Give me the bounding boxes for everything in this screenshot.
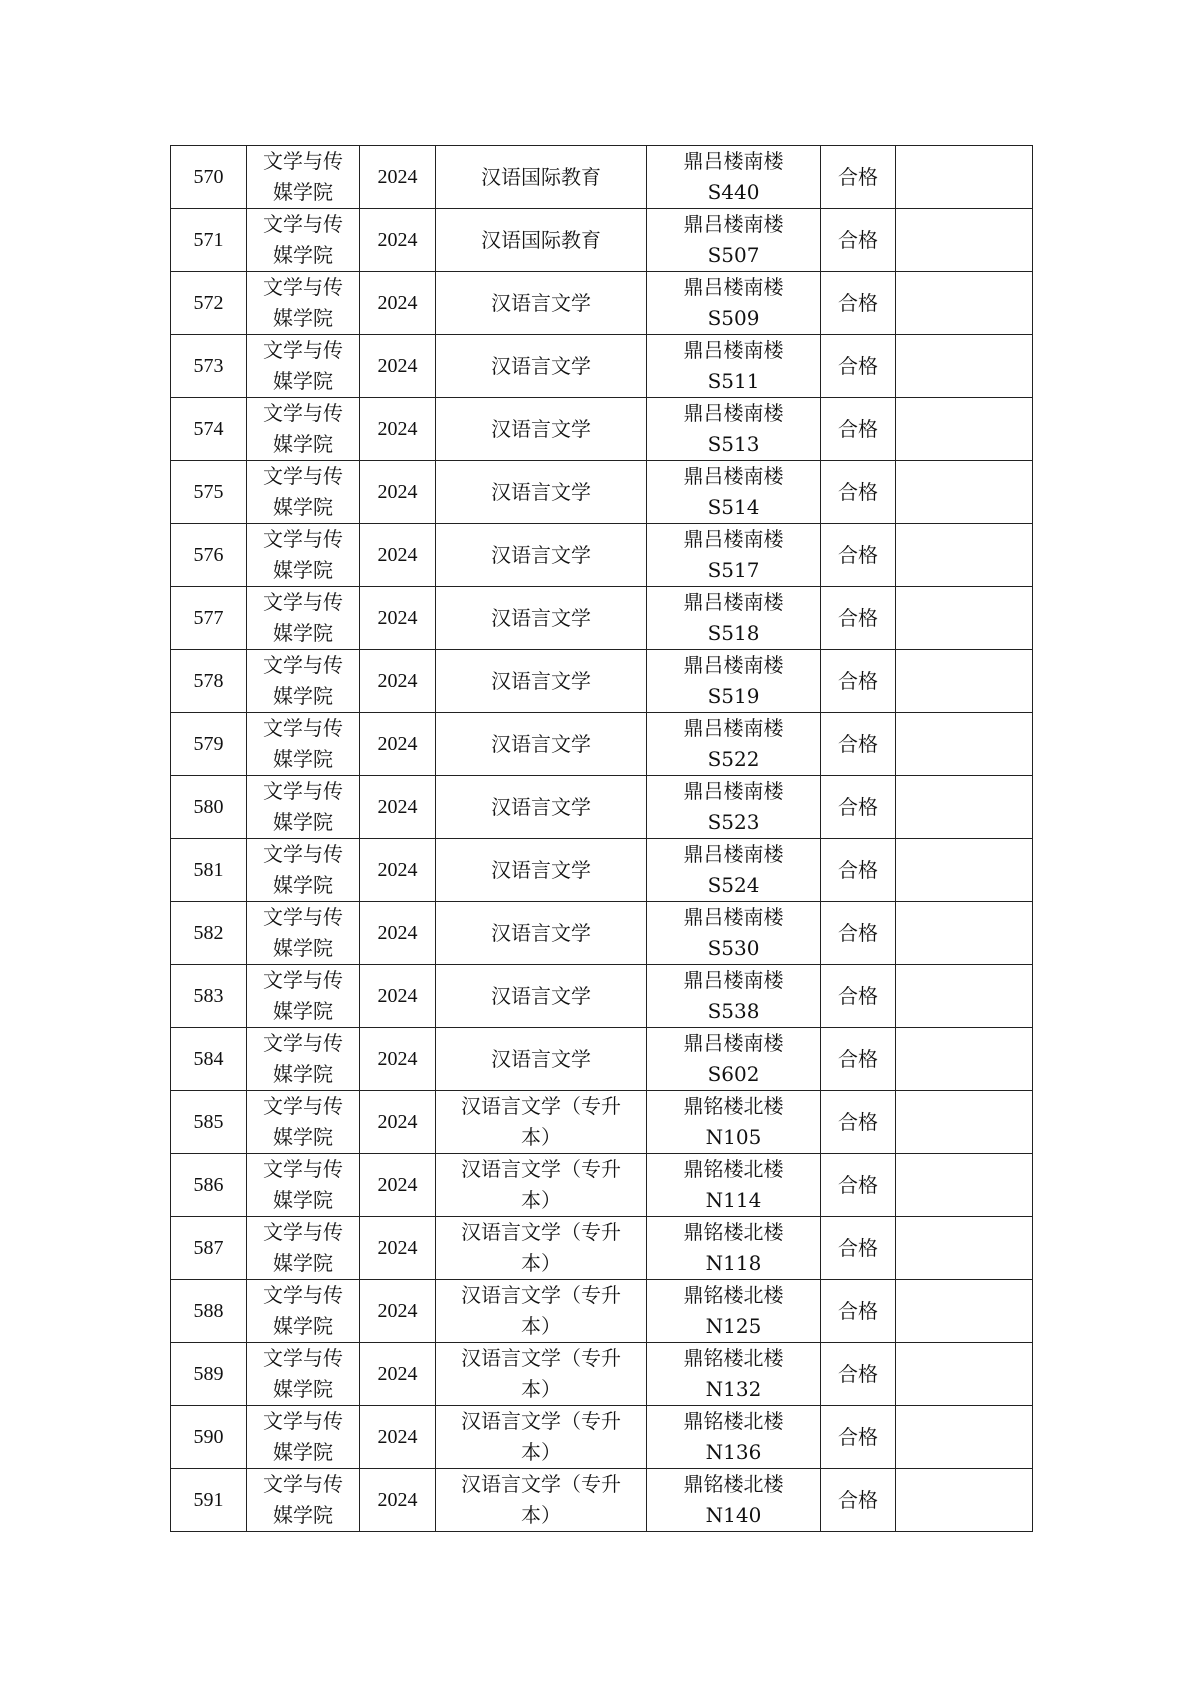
table-row (171, 713, 1033, 776)
cell-college-line: 媒学院 (273, 747, 333, 771)
cell-major-line: 本） (521, 1503, 561, 1527)
cell-room (647, 1091, 821, 1154)
cell-major-line: 本） (521, 1188, 561, 1212)
cell-major (436, 1469, 647, 1532)
cell-result: 合格 (821, 1217, 896, 1280)
cell-major-line: 本） (521, 1125, 561, 1149)
cell-note (896, 335, 1033, 398)
cell-room (647, 965, 821, 1028)
cell-result: 合格 (821, 776, 896, 839)
cell-note (896, 965, 1033, 1028)
cell-college-line: 文学与传 (263, 653, 343, 677)
cell-note (896, 1280, 1033, 1343)
cell-college-line: 文学与传 (263, 1031, 343, 1055)
cell-note (896, 1469, 1033, 1532)
cell-college-line: 文学与传 (263, 779, 343, 803)
cell-note (896, 146, 1033, 209)
cell-major (436, 1154, 647, 1217)
cell-college-line: 媒学院 (273, 1251, 333, 1275)
cell-college (247, 902, 360, 965)
cell-note (896, 1343, 1033, 1406)
cell-college-line: 文学与传 (263, 149, 343, 173)
cell-major (436, 209, 647, 272)
table-row (171, 1406, 1033, 1469)
cell-room-line: S511 (707, 369, 760, 393)
cell-major (436, 1280, 647, 1343)
cell-note (896, 524, 1033, 587)
cell-result: 合格 (821, 1469, 896, 1532)
cell-year: 2024 (360, 650, 436, 713)
cell-number: 585 (171, 1091, 247, 1154)
cell-college-line: 文学与传 (263, 401, 343, 425)
cell-number: 572 (171, 272, 247, 335)
cell-room-line: 鼎吕楼南楼 (683, 842, 784, 866)
table-row (171, 650, 1033, 713)
cell-room-line: 鼎吕楼南楼 (683, 905, 784, 929)
cell-major-line: 本） (521, 1377, 561, 1401)
cell-room-line: S513 (707, 432, 760, 456)
cell-year: 2024 (360, 1406, 436, 1469)
table-row (171, 839, 1033, 902)
cell-number: 573 (171, 335, 247, 398)
cell-college-line: 媒学院 (273, 1377, 333, 1401)
cell-note (896, 650, 1033, 713)
cell-major (436, 839, 647, 902)
cell-year: 2024 (360, 146, 436, 209)
cell-room-line: S517 (707, 558, 760, 582)
cell-college-line: 文学与传 (263, 842, 343, 866)
cell-note (896, 1091, 1033, 1154)
cell-year: 2024 (360, 209, 436, 272)
cell-year: 2024 (360, 398, 436, 461)
cell-room (647, 1280, 821, 1343)
cell-college-line: 文学与传 (263, 1346, 343, 1370)
cell-note (896, 776, 1033, 839)
cell-major-line: 汉语国际教育 (481, 164, 601, 189)
cell-college-line: 文学与传 (263, 212, 343, 236)
cell-major (436, 1028, 647, 1091)
cell-room-line: 鼎吕楼南楼 (683, 653, 784, 677)
cell-year: 2024 (360, 839, 436, 902)
cell-result: 合格 (821, 650, 896, 713)
cell-number: 588 (171, 1280, 247, 1343)
cell-major (436, 461, 647, 524)
cell-room (647, 776, 821, 839)
cell-room-line: 鼎吕楼南楼 (683, 590, 784, 614)
cell-major-line: 本） (521, 1251, 561, 1275)
cell-room (647, 398, 821, 461)
cell-college (247, 776, 360, 839)
cell-note (896, 902, 1033, 965)
cell-note (896, 839, 1033, 902)
cell-room-line: 鼎吕楼南楼 (683, 275, 784, 299)
cell-room-line: N118 (705, 1251, 762, 1275)
cell-note (896, 461, 1033, 524)
cell-year: 2024 (360, 1469, 436, 1532)
table-row (171, 1469, 1033, 1532)
cell-note (896, 1406, 1033, 1469)
cell-result: 合格 (821, 1343, 896, 1406)
cell-college-line: 媒学院 (273, 1503, 333, 1527)
cell-room (647, 1028, 821, 1091)
cell-number: 583 (171, 965, 247, 1028)
cell-room-line: S530 (707, 936, 760, 960)
cell-major-line: 汉语言文学（专升 (461, 1094, 621, 1118)
cell-room-line: 鼎吕楼南楼 (683, 527, 784, 551)
cell-major-line: 汉语言文学（专升 (461, 1220, 621, 1244)
table-row (171, 461, 1033, 524)
cell-college-line: 媒学院 (273, 432, 333, 456)
cell-result: 合格 (821, 1406, 896, 1469)
cell-room-line: 鼎吕楼南楼 (683, 338, 784, 362)
cell-college (247, 524, 360, 587)
cell-college (247, 1469, 360, 1532)
cell-result: 合格 (821, 587, 896, 650)
cell-number: 581 (171, 839, 247, 902)
cell-college (247, 713, 360, 776)
cell-room-line: 鼎铭楼北楼 (683, 1283, 784, 1307)
cell-year: 2024 (360, 776, 436, 839)
cell-result: 合格 (821, 839, 896, 902)
table-row (171, 146, 1033, 209)
cell-year: 2024 (360, 1154, 436, 1217)
cell-year: 2024 (360, 335, 436, 398)
table-row (171, 398, 1033, 461)
cell-major-line: 汉语言文学（专升 (461, 1472, 621, 1496)
cell-major (436, 1091, 647, 1154)
cell-number: 591 (171, 1469, 247, 1532)
cell-major (436, 524, 647, 587)
cell-college (247, 1343, 360, 1406)
cell-major-line: 汉语言文学（专升 (461, 1409, 621, 1433)
cell-major-line: 汉语言文学 (491, 605, 591, 630)
cell-number: 579 (171, 713, 247, 776)
cell-college-line: 媒学院 (273, 180, 333, 204)
cell-college-line: 文学与传 (263, 968, 343, 992)
cell-major-line: 汉语言文学 (491, 290, 591, 315)
cell-room (647, 524, 821, 587)
cell-room-line: S524 (707, 873, 760, 897)
cell-number: 580 (171, 776, 247, 839)
cell-year: 2024 (360, 1091, 436, 1154)
cell-major (436, 1343, 647, 1406)
cell-room-line: S507 (707, 243, 760, 267)
cell-major-line: 本） (521, 1314, 561, 1338)
cell-major-line: 汉语言文学 (491, 416, 591, 441)
cell-room-line: 鼎吕楼南楼 (683, 1031, 784, 1055)
cell-college-line: 媒学院 (273, 243, 333, 267)
cell-result: 合格 (821, 146, 896, 209)
cell-college-line: 媒学院 (273, 684, 333, 708)
cell-number: 589 (171, 1343, 247, 1406)
cell-major-line: 汉语言文学（专升 (461, 1157, 621, 1181)
cell-result: 合格 (821, 461, 896, 524)
table-row (171, 587, 1033, 650)
cell-result: 合格 (821, 272, 896, 335)
cell-number: 578 (171, 650, 247, 713)
cell-year: 2024 (360, 1343, 436, 1406)
cell-year: 2024 (360, 272, 436, 335)
cell-note (896, 1217, 1033, 1280)
table-row (171, 965, 1033, 1028)
cell-college-line: 文学与传 (263, 1157, 343, 1181)
cell-major-line: 汉语言文学 (491, 794, 591, 819)
table-row (171, 524, 1033, 587)
cell-college-line: 文学与传 (263, 527, 343, 551)
cell-room-line: 鼎铭楼北楼 (683, 1157, 784, 1181)
cell-major-line: 本） (521, 1440, 561, 1464)
cell-major (436, 146, 647, 209)
cell-year: 2024 (360, 965, 436, 1028)
cell-room-line: 鼎吕楼南楼 (683, 779, 784, 803)
cell-room (647, 335, 821, 398)
cell-college (247, 1154, 360, 1217)
cell-major (436, 335, 647, 398)
cell-room-line: S509 (707, 306, 760, 330)
cell-room (647, 209, 821, 272)
cell-college-line: 文学与传 (263, 1409, 343, 1433)
cell-college (247, 398, 360, 461)
cell-room-line: S602 (707, 1062, 760, 1086)
cell-major-line: 汉语言文学 (491, 983, 591, 1008)
table-body (171, 146, 1033, 1532)
cell-year: 2024 (360, 1280, 436, 1343)
cell-room-line: 鼎铭楼北楼 (683, 1409, 784, 1433)
cell-year: 2024 (360, 902, 436, 965)
cell-number: 570 (171, 146, 247, 209)
cell-room-line: 鼎吕楼南楼 (683, 212, 784, 236)
cell-number: 577 (171, 587, 247, 650)
cell-college-line: 文学与传 (263, 716, 343, 740)
cell-major-line: 汉语言文学 (491, 731, 591, 756)
cell-major (436, 1217, 647, 1280)
cell-major-line: 汉语言文学（专升 (461, 1283, 621, 1307)
cell-college-line: 媒学院 (273, 306, 333, 330)
cell-room (647, 1469, 821, 1532)
cell-major (436, 902, 647, 965)
cell-college (247, 839, 360, 902)
cell-result: 合格 (821, 1091, 896, 1154)
cell-college (247, 1217, 360, 1280)
cell-college (247, 272, 360, 335)
cell-major (436, 587, 647, 650)
cell-college (247, 965, 360, 1028)
cell-college-line: 媒学院 (273, 1440, 333, 1464)
table-row (171, 1154, 1033, 1217)
cell-room-line: 鼎铭楼北楼 (683, 1346, 784, 1370)
table-row (171, 776, 1033, 839)
cell-room-line: S440 (707, 180, 760, 204)
cell-college-line: 媒学院 (273, 936, 333, 960)
cell-year: 2024 (360, 461, 436, 524)
cell-room (647, 839, 821, 902)
cell-college-line: 文学与传 (263, 1283, 343, 1307)
cell-result: 合格 (821, 209, 896, 272)
cell-number: 582 (171, 902, 247, 965)
cell-result: 合格 (821, 524, 896, 587)
table-row (171, 1217, 1033, 1280)
cell-room-line: N136 (705, 1440, 762, 1464)
cell-note (896, 272, 1033, 335)
cell-room-line: N140 (705, 1503, 762, 1527)
cell-major-line: 汉语言文学 (491, 668, 591, 693)
cell-room-line: N125 (705, 1314, 762, 1338)
cell-room-line: S519 (707, 684, 760, 708)
cell-room (647, 713, 821, 776)
cell-college-line: 媒学院 (273, 873, 333, 897)
table-row (171, 272, 1033, 335)
cell-room-line: S523 (707, 810, 760, 834)
cell-major-line: 汉语国际教育 (481, 227, 601, 252)
cell-college (247, 146, 360, 209)
cell-room-line: N105 (705, 1125, 762, 1149)
cell-college-line: 媒学院 (273, 621, 333, 645)
cell-number: 575 (171, 461, 247, 524)
cell-college (247, 209, 360, 272)
table-row (171, 335, 1033, 398)
cell-major-line: 汉语言文学 (491, 542, 591, 567)
cell-note (896, 1028, 1033, 1091)
cell-college-line: 媒学院 (273, 810, 333, 834)
cell-room-line: S538 (707, 999, 760, 1023)
cell-note (896, 209, 1033, 272)
cell-major (436, 650, 647, 713)
cell-year: 2024 (360, 1028, 436, 1091)
cell-result: 合格 (821, 902, 896, 965)
table-row (171, 902, 1033, 965)
cell-note (896, 1154, 1033, 1217)
cell-room (647, 1406, 821, 1469)
cell-major-line: 汉语言文学 (491, 857, 591, 882)
table-row (171, 1028, 1033, 1091)
cell-major-line: 汉语言文学 (491, 920, 591, 945)
cell-college-line: 媒学院 (273, 1062, 333, 1086)
table-row (171, 1280, 1033, 1343)
cell-room (647, 272, 821, 335)
cell-number: 587 (171, 1217, 247, 1280)
cell-room-line: N132 (705, 1377, 762, 1401)
cell-room (647, 587, 821, 650)
cell-room (647, 1343, 821, 1406)
cell-major (436, 1406, 647, 1469)
inspection-results-table (170, 145, 1033, 1532)
cell-college (247, 650, 360, 713)
cell-major (436, 713, 647, 776)
cell-college-line: 媒学院 (273, 1314, 333, 1338)
cell-college-line: 媒学院 (273, 1188, 333, 1212)
cell-major (436, 776, 647, 839)
table-row (171, 1091, 1033, 1154)
cell-year: 2024 (360, 1217, 436, 1280)
cell-college-line: 媒学院 (273, 369, 333, 393)
cell-major (436, 965, 647, 1028)
cell-room-line: S514 (707, 495, 760, 519)
cell-room-line: 鼎吕楼南楼 (683, 716, 784, 740)
cell-room (647, 146, 821, 209)
cell-college-line: 文学与传 (263, 275, 343, 299)
cell-result: 合格 (821, 1154, 896, 1217)
cell-room (647, 902, 821, 965)
cell-major (436, 272, 647, 335)
cell-note (896, 713, 1033, 776)
cell-college-line: 媒学院 (273, 999, 333, 1023)
cell-room-line: 鼎吕楼南楼 (683, 149, 784, 173)
cell-college-line: 媒学院 (273, 1125, 333, 1149)
cell-college (247, 1028, 360, 1091)
cell-result: 合格 (821, 1028, 896, 1091)
cell-major-line: 汉语言文学 (491, 1046, 591, 1071)
cell-major-line: 汉语言文学 (491, 353, 591, 378)
cell-result: 合格 (821, 1280, 896, 1343)
cell-college-line: 文学与传 (263, 905, 343, 929)
cell-room (647, 650, 821, 713)
cell-number: 574 (171, 398, 247, 461)
cell-room-line: S518 (707, 621, 760, 645)
cell-college (247, 335, 360, 398)
cell-college-line: 文学与传 (263, 1472, 343, 1496)
cell-college-line: 文学与传 (263, 338, 343, 362)
cell-college (247, 587, 360, 650)
cell-room-line: 鼎吕楼南楼 (683, 968, 784, 992)
cell-number: 584 (171, 1028, 247, 1091)
cell-number: 576 (171, 524, 247, 587)
table-row (171, 1343, 1033, 1406)
cell-number: 590 (171, 1406, 247, 1469)
table-row (171, 209, 1033, 272)
cell-college-line: 文学与传 (263, 464, 343, 488)
cell-year: 2024 (360, 524, 436, 587)
cell-result: 合格 (821, 965, 896, 1028)
cell-room-line: N114 (705, 1188, 762, 1212)
cell-year: 2024 (360, 587, 436, 650)
cell-major-line: 汉语言文学 (491, 479, 591, 504)
cell-room-line: 鼎铭楼北楼 (683, 1472, 784, 1496)
cell-college-line: 文学与传 (263, 1094, 343, 1118)
cell-number: 586 (171, 1154, 247, 1217)
cell-room (647, 1217, 821, 1280)
cell-college-line: 文学与传 (263, 590, 343, 614)
cell-college-line: 媒学院 (273, 495, 333, 519)
cell-result: 合格 (821, 398, 896, 461)
cell-number: 571 (171, 209, 247, 272)
cell-room-line: 鼎吕楼南楼 (683, 401, 784, 425)
cell-note (896, 398, 1033, 461)
cell-room-line: 鼎铭楼北楼 (683, 1094, 784, 1118)
cell-major-line: 汉语言文学（专升 (461, 1346, 621, 1370)
cell-college (247, 461, 360, 524)
cell-room (647, 461, 821, 524)
cell-major (436, 398, 647, 461)
cell-year: 2024 (360, 713, 436, 776)
cell-room-line: 鼎铭楼北楼 (683, 1220, 784, 1244)
cell-room (647, 1154, 821, 1217)
cell-note (896, 587, 1033, 650)
cell-result: 合格 (821, 713, 896, 776)
cell-room-line: S522 (707, 747, 760, 771)
cell-college-line: 媒学院 (273, 558, 333, 582)
cell-college (247, 1280, 360, 1343)
cell-room-line: 鼎吕楼南楼 (683, 464, 784, 488)
cell-college (247, 1406, 360, 1469)
cell-college (247, 1091, 360, 1154)
cell-college-line: 文学与传 (263, 1220, 343, 1244)
cell-result: 合格 (821, 335, 896, 398)
